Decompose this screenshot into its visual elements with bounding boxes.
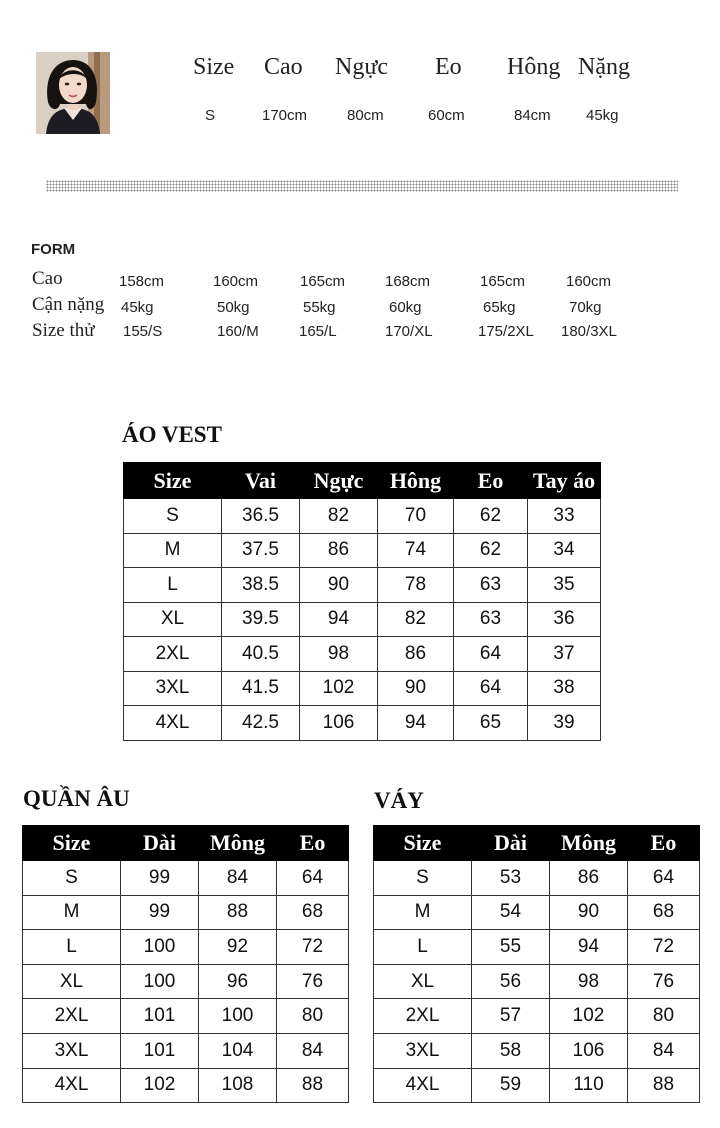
table-row [124,533,601,568]
model-value: 80cm [347,107,384,124]
model-value: S [205,107,216,124]
model-portrait-icon [36,52,110,134]
table-cell: M [23,895,121,930]
table-row [23,861,349,896]
form-value: 50kg [217,299,250,316]
table-row [124,637,601,672]
table-cell: 57 [472,999,550,1034]
model-header: Eo [435,54,462,80]
column-header: Dài [472,826,550,861]
vest-size-table [123,462,601,741]
form-value: 55kg [303,299,336,316]
table-cell: 88 [199,895,277,930]
table-cell: 82 [378,602,454,637]
table-cell: 58 [472,1033,550,1068]
table-row [23,964,349,999]
table-cell: 100 [121,930,199,965]
table-row [23,999,349,1034]
table-cell: 38.5 [222,568,300,603]
table-cell: 4XL [23,1068,121,1103]
table-cell: 53 [472,861,550,896]
form-value: 65kg [483,299,516,316]
table-cell: 74 [378,533,454,568]
model-header: Ngực [335,54,388,80]
form-value: 45kg [121,299,154,316]
table-cell: 82 [300,499,378,534]
table-cell: 76 [277,964,349,999]
form-value: 60kg [389,299,422,316]
table-cell: 96 [199,964,277,999]
table-cell: 86 [300,533,378,568]
table-cell: 100 [199,999,277,1034]
table-cell: 106 [550,1033,628,1068]
table-row [374,930,700,965]
table-cell: 94 [378,706,454,741]
table-cell: 84 [628,1033,700,1068]
table-cell: 3XL [124,671,222,706]
form-value: 160cm [566,273,612,290]
model-header: Hông [507,54,561,80]
column-header: Ngực [300,463,378,499]
model-value: 45kg [586,107,619,124]
table-cell: XL [124,602,222,637]
table-row [374,1033,700,1068]
table-cell: 68 [628,895,700,930]
form-value: 165cm [300,273,346,290]
table-cell: 41.5 [222,671,300,706]
column-header: Size [23,826,121,861]
table-cell: 86 [550,861,628,896]
table-row [23,1068,349,1103]
skirt-size-table [373,825,700,1103]
table-cell: 108 [199,1068,277,1103]
table-cell: 68 [277,895,349,930]
table-cell: 39 [528,706,601,741]
table-cell: 36.5 [222,499,300,534]
model-avatar [36,52,110,134]
table-cell: 62 [454,499,528,534]
column-header: Hông [378,463,454,499]
form-value: 175/2XL [478,323,534,340]
column-header: Eo [628,826,700,861]
table-cell: 54 [472,895,550,930]
form-title: FORM [31,241,76,258]
table-cell: 90 [378,671,454,706]
table-row [374,895,700,930]
table-cell: 59 [472,1068,550,1103]
table-cell: 100 [121,964,199,999]
table-cell: 4XL [374,1068,472,1103]
table-cell: 94 [550,930,628,965]
table-cell: 104 [199,1033,277,1068]
table-cell: 90 [550,895,628,930]
table-cell: 92 [199,930,277,965]
table-cell: 38 [528,671,601,706]
table-cell: 78 [378,568,454,603]
skirt-title: VÁY [374,788,424,813]
table-cell: 2XL [23,999,121,1034]
model-header: Size [193,54,235,80]
form-value: 160/M [217,323,259,340]
model-header: Nặng [578,54,630,80]
table-row [374,861,700,896]
table-cell: 64 [277,861,349,896]
table-cell: 55 [472,930,550,965]
table-cell: 64 [454,637,528,672]
table-cell: 35 [528,568,601,603]
table-cell: 65 [454,706,528,741]
table-cell: XL [374,964,472,999]
table-cell: 90 [300,568,378,603]
column-header: Eo [454,463,528,499]
table-cell: 101 [121,1033,199,1068]
table-row [23,930,349,965]
table-cell: 70 [378,499,454,534]
form-value: 165/L [299,323,337,340]
table-row [124,499,601,534]
table-cell: 3XL [23,1033,121,1068]
column-header: Mông [550,826,628,861]
table-cell: 99 [121,895,199,930]
form-row-label: Size thử [32,320,95,341]
table-header-row [23,826,349,861]
table-cell: 94 [300,602,378,637]
form-value: 170/XL [385,323,433,340]
table-cell: XL [23,964,121,999]
table-cell: 63 [454,568,528,603]
model-header: Cao [264,54,303,80]
form-row-label: Cận nặng [32,294,105,315]
table-cell: 64 [454,671,528,706]
table-cell: 76 [628,964,700,999]
table-row [23,1033,349,1068]
table-cell: 101 [121,999,199,1034]
table-cell: S [374,861,472,896]
table-cell: S [23,861,121,896]
table-cell: 37.5 [222,533,300,568]
form-value: 160cm [213,273,259,290]
table-cell: M [124,533,222,568]
table-cell: 86 [378,637,454,672]
dotted-divider [46,180,678,192]
pants-size-table [22,825,349,1103]
table-cell: 88 [628,1068,700,1103]
table-cell: 64 [628,861,700,896]
table-row [23,895,349,930]
table-cell: 39.5 [222,602,300,637]
form-value: 155/S [123,323,163,340]
table-cell: 84 [199,861,277,896]
model-value: 84cm [514,107,551,124]
table-cell: 98 [300,637,378,672]
table-cell: 4XL [124,706,222,741]
column-header: Eo [277,826,349,861]
table-cell: 40.5 [222,637,300,672]
table-row [374,999,700,1034]
table-cell: 36 [528,602,601,637]
form-row-label: Cao [32,268,63,289]
table-cell: 110 [550,1068,628,1103]
column-header: Mông [199,826,277,861]
table-row [374,964,700,999]
table-cell: 2XL [124,637,222,672]
form-value: 180/3XL [561,323,617,340]
form-value: 165cm [480,273,526,290]
table-cell: 84 [277,1033,349,1068]
table-cell: 37 [528,637,601,672]
table-cell: 56 [472,964,550,999]
table-cell: 99 [121,861,199,896]
table-cell: 33 [528,499,601,534]
table-cell: 106 [300,706,378,741]
table-cell: 42.5 [222,706,300,741]
table-cell: 102 [300,671,378,706]
table-row [374,1068,700,1103]
table-cell: 2XL [374,999,472,1034]
table-cell: 72 [628,930,700,965]
table-cell: 72 [277,930,349,965]
table-row [124,671,601,706]
table-cell: 80 [277,999,349,1034]
table-cell: 62 [454,533,528,568]
table-cell: 88 [277,1068,349,1103]
column-header: Dài [121,826,199,861]
table-cell: 63 [454,602,528,637]
table-row [124,706,601,741]
table-cell: L [23,930,121,965]
table-cell: 3XL [374,1033,472,1068]
table-cell: 102 [550,999,628,1034]
table-cell: S [124,499,222,534]
column-header: Tay áo [528,463,601,499]
table-cell: L [374,930,472,965]
form-value: 70kg [569,299,602,316]
pants-title: QUẦN ÂU [23,786,130,811]
table-row [124,602,601,637]
table-cell: 34 [528,533,601,568]
table-header-row [374,826,700,861]
table-cell: 80 [628,999,700,1034]
column-header: Size [374,826,472,861]
model-value: 170cm [262,107,308,124]
table-header-row [124,463,601,499]
form-value: 168cm [385,273,431,290]
table-row [124,568,601,603]
table-cell: 102 [121,1068,199,1103]
column-header: Size [124,463,222,499]
column-header: Vai [222,463,300,499]
vest-title: ÁO VEST [122,422,222,447]
form-value: 158cm [119,273,165,290]
table-cell: 98 [550,964,628,999]
model-value: 60cm [428,107,465,124]
table-cell: L [124,568,222,603]
table-cell: M [374,895,472,930]
